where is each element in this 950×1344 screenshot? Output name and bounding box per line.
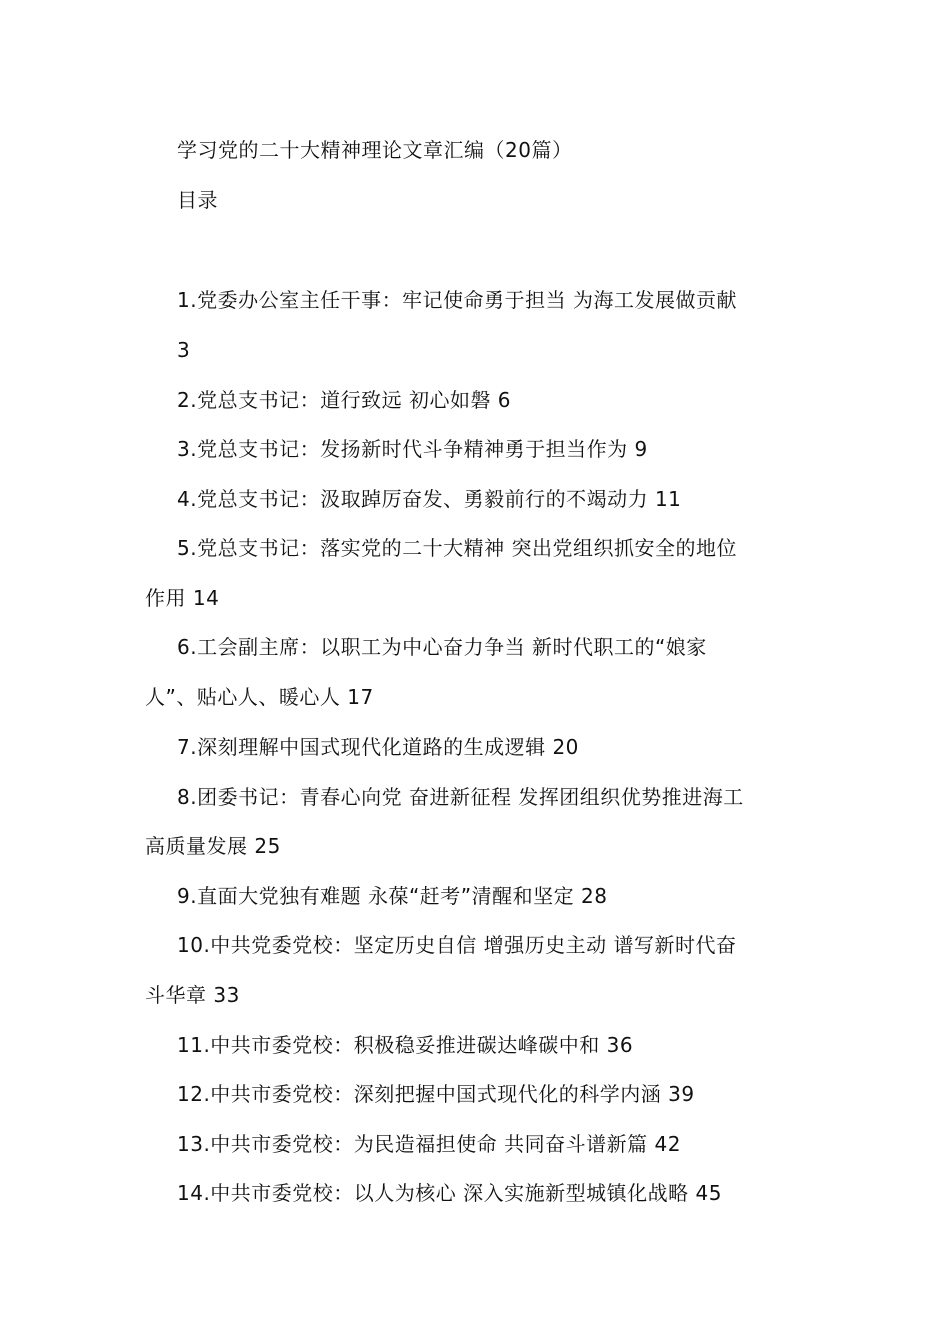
toc-entry-6[interactable]: 6.工会副主席：以职工为中心奋力争当 新时代职工的“娘家 bbox=[177, 635, 707, 659]
toc-entry-5-continued[interactable]: 作用 14 bbox=[145, 586, 220, 610]
toc-entry-2[interactable]: 2.党总支书记：道行致远 初心如磐 6 bbox=[177, 388, 512, 412]
toc-entry-3[interactable]: 3.党总支书记：发扬新时代斗争精神勇于担当作为 9 bbox=[177, 437, 648, 461]
toc-entry-9[interactable]: 9.直面大党独有难题 永葆“赶考”清醒和坚定 28 bbox=[177, 884, 608, 908]
toc-heading: 目录 bbox=[177, 188, 218, 212]
toc-entry-7[interactable]: 7.深刻理解中国式现代化道路的生成逻辑 20 bbox=[177, 735, 579, 759]
toc-entry-6-continued[interactable]: 人”、贴心人、暖心人 17 bbox=[145, 685, 374, 709]
toc-entry-4[interactable]: 4.党总支书记：汲取踔厉奋发、勇毅前行的不竭动力 11 bbox=[177, 487, 682, 511]
toc-entry-5[interactable]: 5.党总支书记：落实党的二十大精神 突出党组织抓安全的地位 bbox=[177, 536, 737, 560]
toc-entry-1[interactable]: 1.党委办公室主任干事：牢记使命勇于担当 为海工发展做贡献 bbox=[177, 288, 737, 312]
toc-entry-8[interactable]: 8.团委书记：青春心向党 奋进新征程 发挥团组织优势推进海工 bbox=[177, 785, 744, 809]
toc-entry-11[interactable]: 11.中共市委党校：积极稳妥推进碳达峰碳中和 36 bbox=[177, 1033, 634, 1057]
toc-entry-1-page[interactable]: 3 bbox=[177, 338, 191, 362]
toc-entry-10[interactable]: 10.中共党委党校：坚定历史自信 增强历史主动 谱写新时代奋 bbox=[177, 933, 737, 957]
document-title: 学习党的二十大精神理论文章汇编（20篇） bbox=[177, 138, 573, 162]
toc-entry-10-continued[interactable]: 斗华章 33 bbox=[145, 983, 240, 1007]
toc-entry-13[interactable]: 13.中共市委党校：为民造福担使命 共同奋斗谱新篇 42 bbox=[177, 1132, 681, 1156]
toc-entry-8-continued[interactable]: 高质量发展 25 bbox=[145, 834, 281, 858]
toc-entry-14[interactable]: 14.中共市委党校：以人为核心 深入实施新型城镇化战略 45 bbox=[177, 1181, 722, 1205]
toc-entry-12[interactable]: 12.中共市委党校：深刻把握中国式现代化的科学内涵 39 bbox=[177, 1082, 695, 1106]
